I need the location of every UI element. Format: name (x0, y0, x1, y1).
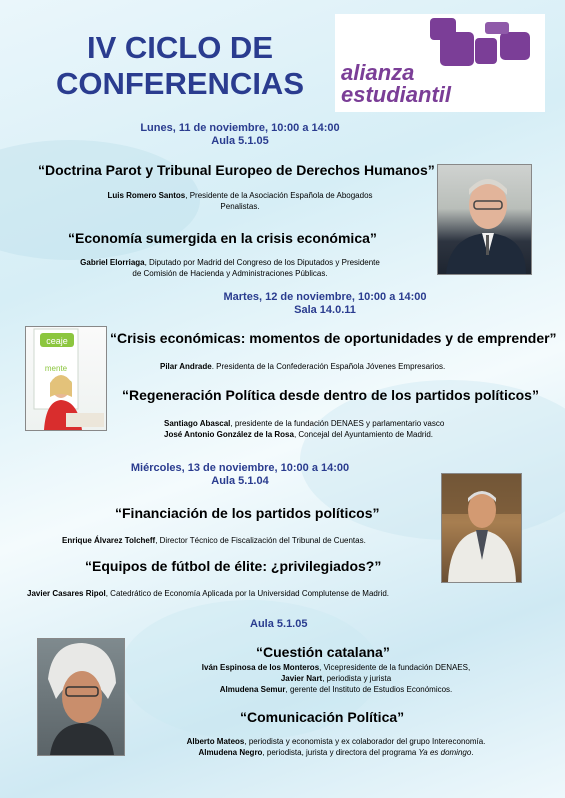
session-date: Miércoles, 13 de noviembre, 10:00 a 14:00 (130, 462, 350, 474)
speaker-description: , Concejal del Ayuntamiento de Madrid. (293, 430, 433, 439)
speaker-name: Pilar Andrade (160, 362, 212, 371)
speaker-name: José Antonio González de la Rosa (164, 430, 294, 439)
speaker-name: Gabriel Elorriaga (80, 258, 145, 267)
speaker-photo (25, 326, 107, 431)
speaker-photo (441, 473, 522, 583)
talk-speakers (160, 662, 512, 695)
talk-title: “Comunicación Política” (240, 709, 405, 725)
talk-speakers (45, 257, 415, 279)
portrait-icon (26, 327, 106, 430)
speaker-name: Enrique Álvarez Tolcheff (62, 536, 156, 545)
portrait-icon (442, 474, 521, 582)
svg-text:ceaje: ceaje (46, 336, 68, 346)
speaker-description: . Presidenta de la Confederación Española Jóvenes Empresarios. (211, 362, 446, 371)
speaker-description: . (471, 748, 474, 757)
speaker-description: , Vicepresidente de la fundación DENAES, (319, 663, 471, 672)
talk-speakers (70, 190, 410, 212)
speaker-description: , periodista y economista y ex colaborador del grupo Intereconomía. (244, 737, 486, 746)
speaker-description: , presidente de la fundación DENAES y parlamentario vasco (230, 419, 445, 428)
logo-text-line-2: estudiantil (341, 82, 452, 107)
logo-text-line-1: alianza (341, 60, 415, 85)
speaker-description: , Catedrático de Economía Aplicada por la Universidad Complutense de Madrid. (105, 589, 389, 598)
talk-title: “Cuestión catalana” (256, 644, 390, 660)
portrait-icon (438, 165, 531, 274)
program-name: Ya es domingo (418, 748, 472, 757)
speaker-photo (37, 638, 125, 756)
speaker-description: Penalistas. (220, 202, 260, 211)
speaker-description: , Director Técnico de Fiscalización del Tribunal de Cuentas. (155, 536, 366, 545)
talk-speakers (158, 736, 514, 758)
speaker-photo (437, 164, 532, 275)
speaker-name: Javier Nart (280, 674, 323, 683)
session-room: Aula 5.1.05 (211, 135, 269, 147)
talk-title: “Economía sumergida en la crisis económica” (68, 230, 377, 246)
alianza-estudiantil-logo (335, 14, 545, 112)
speaker-name: Almudena Semur (219, 685, 286, 694)
speaker-description: , periodista y jurista (322, 674, 392, 683)
talk-speakers (164, 418, 444, 440)
speaker-name: Javier Casares Ripol (27, 589, 106, 598)
session-room: Aula 5.1.05 (250, 618, 308, 630)
speaker-name: Luis Romero Santos (107, 191, 186, 200)
talk-title: “Crisis económicas: momentos de oportunidades y de emprender” (110, 330, 557, 346)
speaker-description: de Comisión de Hacienda y Administraciones Públicas. (132, 269, 328, 278)
talk-title: “Equipos de fútbol de élite: ¿privilegiados?” (85, 558, 382, 574)
svg-text:mente: mente (44, 364, 68, 373)
talk-speakers (62, 535, 366, 546)
talk-speakers (27, 588, 389, 599)
speaker-name: Iván Espinosa de los Monteros (201, 663, 320, 672)
speaker-description: , Presidente de la Asociación Española de Abogados (185, 191, 373, 200)
title-line-2: CONFERENCIAS (55, 66, 304, 101)
speaker-name: Santiago Abascal (164, 419, 231, 428)
title-line-1: IV CICLO DE (86, 30, 273, 65)
speaker-name: Alberto Mateos (186, 737, 245, 746)
speaker-description: , Diputado por Madrid del Congreso de los Diputados y Presidente (144, 258, 380, 267)
portrait-icon (38, 639, 124, 755)
session-room: Aula 5.1.04 (211, 475, 269, 487)
session-room: Sala 14.0.11 (294, 304, 356, 316)
speaker-description: , periodista, jurista y directora del programa (262, 748, 419, 757)
page-title (30, 30, 330, 102)
talk-title: “Doctrina Parot y Tribunal Europeo de Derechos Humanos” (38, 162, 435, 178)
talk-speakers (160, 361, 445, 372)
talk-title: “Financiación de los partidos políticos” (115, 505, 380, 521)
speaker-name: Almudena Negro (198, 748, 263, 757)
speaker-description: , gerente del Instituto de Estudios Económicos. (285, 685, 453, 694)
talk-title: “Regeneración Política desde dentro de los partidos políticos” (122, 387, 539, 403)
session-date: Lunes, 11 de noviembre, 10:00 a 14:00 (140, 122, 340, 134)
session-date: Martes, 12 de noviembre, 10:00 a 14:00 (223, 291, 427, 303)
